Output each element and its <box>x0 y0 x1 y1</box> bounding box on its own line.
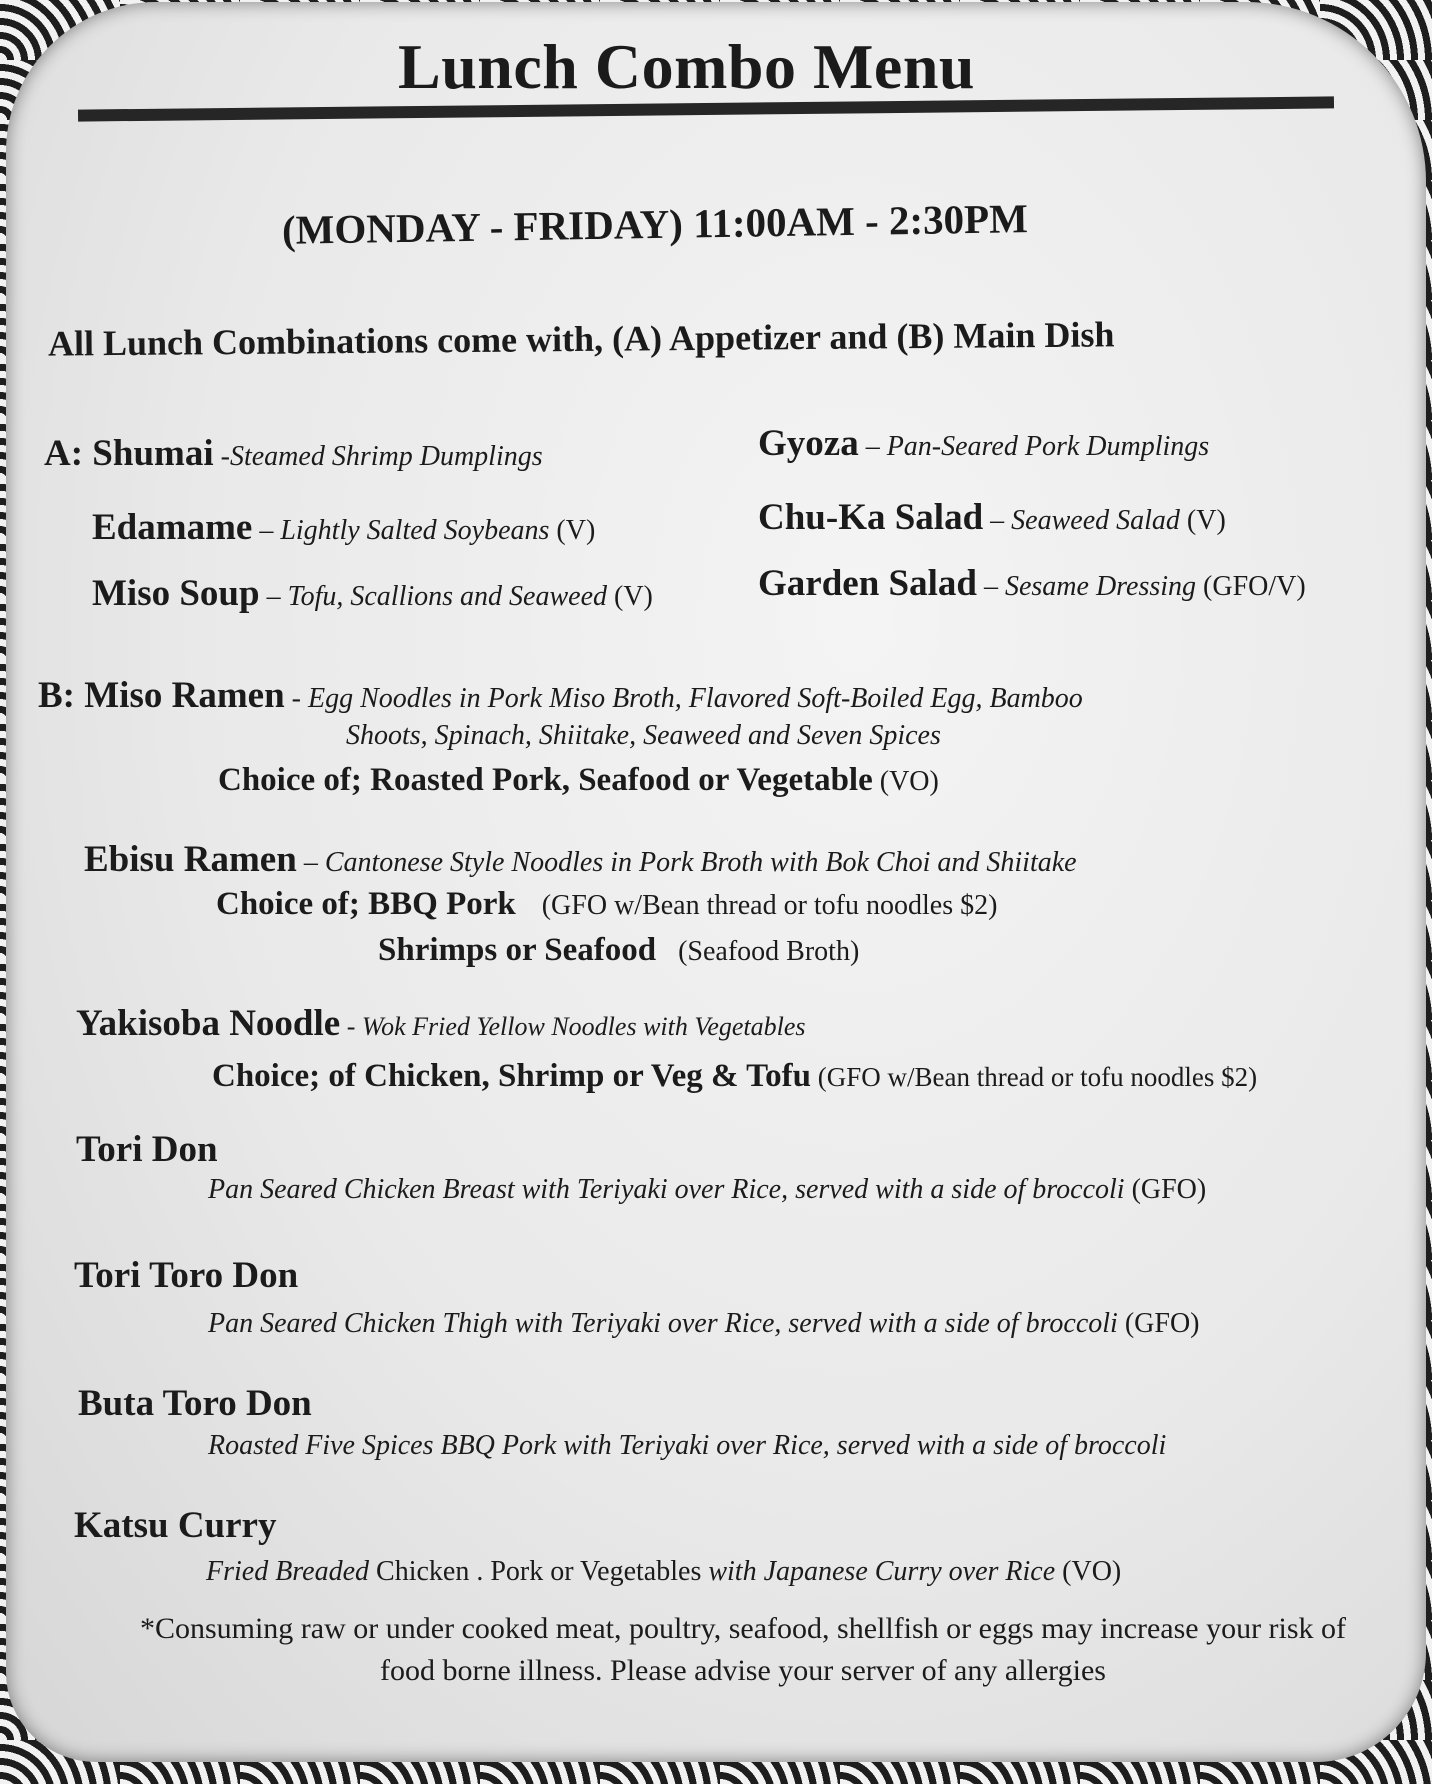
item-name: Chu-Ka Salad <box>758 497 984 538</box>
allergy-disclaimer <box>98 1612 1388 1688</box>
item-description: – Sesame Dressing <box>976 571 1197 602</box>
item-description: Fried Breaded <box>206 1556 370 1587</box>
item-dietary-note: (GFO) <box>1124 1174 1207 1205</box>
item-description: Roasted Five Spices BBQ Pork with Teriyaki over Rice, served with a side of broccoli <box>208 1430 1167 1461</box>
item-name: Katsu Curry <box>74 1505 277 1546</box>
item-name: Tori Don <box>76 1129 218 1170</box>
section-b-label: B: <box>38 675 85 716</box>
item-name: Yakisoba Noodle <box>76 1003 341 1044</box>
appetizer-item <box>92 572 653 615</box>
combo-intro: All Lunch Combinations come with, (A) Appetizer and (B) Main Dish <box>47 314 1115 364</box>
item-dietary-note: (GFO/V) <box>1196 571 1306 602</box>
section-a-label: A: <box>44 433 93 474</box>
item-dietary-note: (VO) <box>1055 1556 1122 1587</box>
item-choice <box>216 886 997 923</box>
choice-text: Choice; of Chicken, Shrimp or Veg & Tofu <box>212 1058 811 1094</box>
item-choice <box>218 762 939 799</box>
item-dietary-note: (V) <box>1179 505 1226 536</box>
item-name: Garden Salad <box>758 563 977 604</box>
item-dietary-note: (GFO) <box>1117 1308 1200 1339</box>
disclaimer-line-1: *Consuming raw or under cooked meat, poultry, seafood, shellfish or eggs may increase your risk of <box>139 1612 1347 1645</box>
choice-note: (Seafood Broth) <box>678 936 860 967</box>
item-description-cont: Shoots, Spinach, Shiitake, Seaweed and Seven Spices <box>346 720 941 751</box>
choice-note: (GFO w/Bean thread or tofu noodles $2) <box>541 890 998 921</box>
item-description: – Pan-Seared Pork Dumplings <box>858 431 1210 462</box>
item-dietary-note: (V) <box>607 581 653 612</box>
appetizer-item <box>92 506 595 549</box>
item-choice <box>212 1058 1257 1095</box>
item-name: Tori Toro Don <box>74 1255 299 1296</box>
item-name: Ebisu Ramen <box>84 839 297 880</box>
main-item-ebisu-ramen <box>84 838 1077 881</box>
appetizer-item <box>44 432 543 475</box>
item-name: Miso Soup <box>92 573 260 614</box>
disclaimer-line-2: food borne illness. Please advise your server of any allergies <box>380 1654 1106 1687</box>
item-description-line <box>208 1174 1206 1206</box>
item-name: Gyoza <box>758 423 859 464</box>
item-name: Miso Ramen <box>84 675 285 716</box>
item-choice <box>378 932 859 969</box>
choice-text: Choice of; Roasted Pork, Seafood or Vegetable <box>218 762 873 798</box>
item-description: – Cantonese Style Noodles in Pork Broth with Bok Choi and Shiitake <box>296 847 1077 878</box>
choice-text: Shrimps or Seafood <box>378 932 657 968</box>
main-item-miso-ramen <box>38 674 1083 717</box>
item-name: Buta Toro Don <box>78 1383 312 1424</box>
item-description: -Steamed Shrimp Dumplings <box>213 441 543 472</box>
item-description: – Lightly Salted Soybeans <box>252 515 550 546</box>
item-description: - Wok Fried Yellow Noodles with Vegetables <box>340 1012 806 1041</box>
main-item-yakisoba <box>76 1002 806 1045</box>
item-description-plain: Chicken . Pork or Vegetables <box>369 1556 709 1587</box>
appetizer-item <box>758 562 1306 605</box>
item-description: with Japanese Curry over Rice <box>708 1556 1056 1587</box>
item-description-line <box>208 1308 1200 1340</box>
item-description: - Egg Noodles in Pork Miso Broth, Flavored Soft-Boiled Egg, Bamboo <box>284 683 1083 714</box>
appetizer-item <box>758 422 1209 465</box>
hours-heading: (MONDAY - FRIDAY) 11:00AM - 2:30PM <box>281 195 1029 253</box>
menu-sheet <box>6 2 1426 1762</box>
page-title: Lunch Combo Menu <box>398 31 975 102</box>
item-name: Edamame <box>92 507 253 548</box>
appetizer-item <box>758 496 1226 539</box>
item-name: Shumai <box>92 433 214 474</box>
item-dietary-note: (VO) <box>872 766 939 797</box>
item-description-line <box>206 1556 1121 1588</box>
item-description: Pan Seared Chicken Breast with Teriyaki over Rice, served with a side of broccoli <box>208 1174 1125 1205</box>
choice-text: Choice of; BBQ Pork <box>216 886 516 922</box>
item-description: Pan Seared Chicken Thigh with Teriyaki over Rice, served with a side of broccoli <box>208 1308 1118 1339</box>
item-description: – Seaweed Salad <box>983 505 1180 536</box>
item-description: – Tofu, Scallions and Seaweed <box>259 581 607 612</box>
choice-note: (GFO w/Bean thread or tofu noodles $2) <box>810 1062 1258 1092</box>
item-dietary-note: (V) <box>549 515 596 546</box>
